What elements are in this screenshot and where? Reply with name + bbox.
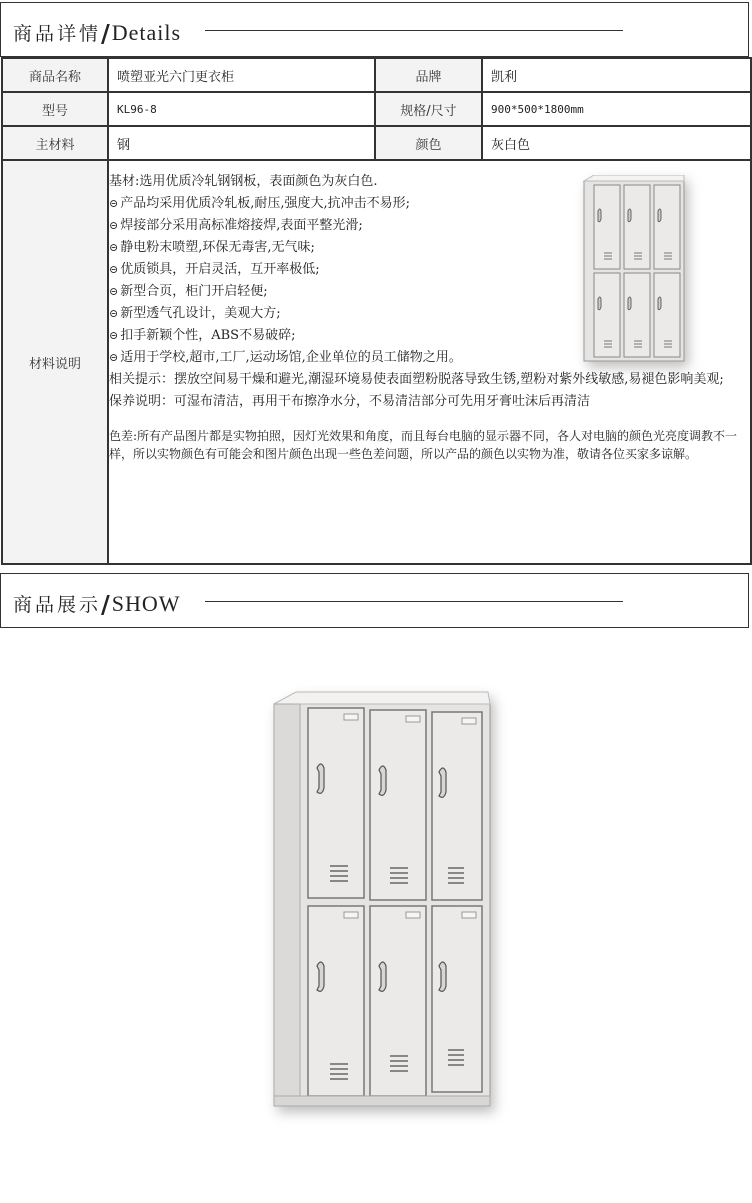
size-value: 900*500*1800mm — [482, 92, 751, 126]
cabinet-showcase-image — [262, 690, 502, 1120]
color-value: 灰白色 — [482, 126, 751, 160]
product-name-value: 喷塑亚光六门更衣柜 — [108, 58, 375, 92]
show-title-zh: 商品展示 — [13, 594, 102, 616]
description-tip: 相关提示：摆放空间易干燥和避光,潮湿环境易使表面塑粉脱落导致生锈,塑粉对紫外线敏感,易褪色影响美观; — [109, 372, 724, 387]
details-title-en: Details — [111, 20, 182, 45]
description-bullet: ⊝ 扣手新颖个性，ABS不易破碎; — [109, 325, 509, 347]
show-title-slash: / — [101, 590, 110, 619]
description-bullet: ⊝ 新型合页，柜门开启轻便; — [109, 281, 509, 303]
brand-label: 品牌 — [375, 58, 482, 92]
show-header-rule — [205, 601, 623, 602]
details-header-rule — [205, 30, 623, 31]
details-title — [13, 17, 181, 46]
description-bullet: ⊝ 优质锁具，开启灵活，互开率极低; — [109, 259, 509, 281]
description-label: 材料说明 — [2, 160, 108, 564]
cabinet-thumbnail-drawing — [584, 175, 684, 361]
description-bullet: ⊝ 产品均采用优质冷轧板,耐压,强度大,抗冲击不易形; — [109, 193, 509, 215]
show-section-header — [0, 573, 749, 628]
table-row — [2, 126, 751, 160]
description-cell — [108, 160, 751, 564]
table-row — [2, 160, 751, 564]
show-title — [13, 588, 181, 617]
details-title-zh: 商品详情 — [13, 23, 102, 45]
show-title-en: SHOW — [111, 591, 181, 616]
description-bullet: ⊝ 适用于学校,超市,工厂,运动场馆,企业单位的员工储物之用。 — [109, 347, 746, 369]
brand-value: 凯利 — [482, 58, 751, 92]
description-care: 保养说明：可湿布清洁，再用干布擦净水分，不易清洁部分可先用牙膏吐沫后再清洁 — [109, 394, 591, 409]
color-label: 颜色 — [375, 126, 482, 160]
description-note: 色差:所有产品图片都是实物拍照，因灯光效果和角度，而且每台电脑的显示器不同，各人对电脑的颜色光亮度调教不一样，所以实物颜色有可能会和图片颜色出现一些色差问题，所以产品的颜色以实物为准，敬请各位买家多谅解。 — [109, 429, 738, 461]
material-value: 钢 — [108, 126, 375, 160]
material-label: 主材料 — [2, 126, 108, 160]
product-name-label: 商品名称 — [2, 58, 108, 92]
description-bullet: ⊝ 焊接部分采用高标准熔接焊,表面平整光滑; — [109, 215, 509, 237]
size-label: 规格/尺寸 — [375, 92, 482, 126]
model-label: 型号 — [2, 92, 108, 126]
details-title-slash: / — [101, 19, 110, 48]
description-bullet: ⊝ 新型透气孔设计，美观大方; — [109, 303, 509, 325]
cabinet-thumbnail-image — [580, 175, 690, 365]
model-value: KL96-8 — [108, 92, 375, 126]
cabinet-showcase-drawing — [274, 692, 490, 1106]
description-bullet: ⊝ 静电粉末喷塑,环保无毒害,无气味; — [109, 237, 509, 259]
table-row — [2, 92, 751, 126]
table-row — [2, 58, 751, 92]
spec-table — [1, 57, 752, 565]
description-intro: 基材:选用优质冷轧钢钢板，表面颜色为灰白色. — [109, 174, 378, 189]
details-section-header — [0, 2, 749, 57]
